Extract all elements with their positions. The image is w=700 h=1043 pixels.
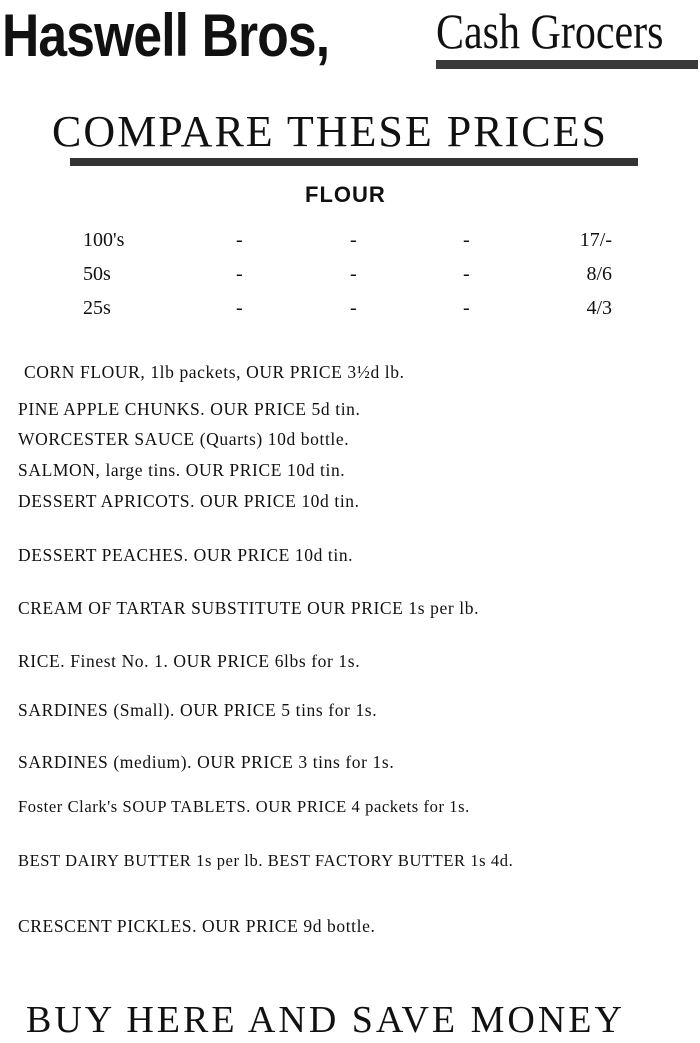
tagline: Cash Grocers	[436, 3, 664, 59]
flour-size: 100's	[83, 229, 125, 251]
brand-name: Haswell Bros,	[2, 2, 330, 69]
grocery-item-salmon: SALMON, large tins. OUR PRICE 10d tin.	[18, 460, 346, 480]
grocery-item-butter: BEST DAIRY BUTTER 1s per lb. BEST FACTORY BUTTER 1s 4d.	[18, 851, 514, 870]
leader-dash: -	[350, 297, 357, 319]
leader-dash: -	[350, 263, 357, 285]
tagline-underline	[436, 60, 698, 69]
headline: COMPARE THESE PRICES	[52, 107, 608, 156]
leader-dash: -	[463, 229, 470, 251]
flour-price: 8/6	[586, 263, 612, 285]
flour-price: 4/3	[586, 297, 612, 319]
grocery-item-rice: RICE. Finest No. 1. OUR PRICE 6lbs for 1s.	[18, 651, 361, 671]
flour-price-table	[0, 226, 700, 328]
flour-row	[0, 260, 700, 294]
footer-slogan: BUY HERE AND SAVE MONEY	[26, 999, 625, 1041]
leader-dash: -	[236, 229, 243, 251]
headline-underline	[70, 158, 638, 166]
flour-size: 50s	[83, 263, 111, 285]
flour-size: 25s	[83, 297, 111, 319]
grocery-item-pineapple-chunks: PINE APPLE CHUNKS. OUR PRICE 5d tin.	[18, 399, 361, 419]
grocery-item-dessert-peaches: DESSERT PEACHES. OUR PRICE 10d tin.	[18, 545, 354, 565]
grocery-item-crescent-pickles: CRESCENT PICKLES. OUR PRICE 9d bottle.	[18, 916, 376, 936]
flour-heading: FLOUR	[305, 182, 386, 207]
flour-price: 17/-	[579, 229, 612, 251]
leader-dash: -	[236, 297, 243, 319]
flour-row	[0, 294, 700, 328]
leader-dash: -	[236, 263, 243, 285]
grocery-item-soup-tablets: Foster Clark's SOUP TABLETS. OUR PRICE 4 packets for 1s.	[18, 797, 470, 816]
flour-row	[0, 226, 700, 260]
grocery-item-cream-of-tartar: CREAM OF TARTAR SUBSTITUTE OUR PRICE 1s per lb.	[18, 598, 480, 618]
leader-dash: -	[350, 229, 357, 251]
grocery-item-corn-flour: CORN FLOUR, 1lb packets, OUR PRICE 3½d lb.	[24, 362, 405, 382]
grocery-item-sardines-medium: SARDINES (medium). OUR PRICE 3 tins for 1s.	[18, 752, 395, 772]
grocery-item-dessert-apricots: DESSERT APRICOTS. OUR PRICE 10d tin.	[18, 491, 360, 511]
grocery-item-worcester-sauce: WORCESTER SAUCE (Quarts) 10d bottle.	[18, 429, 350, 449]
leader-dash: -	[463, 263, 470, 285]
leader-dash: -	[463, 297, 470, 319]
grocery-item-sardines-small: SARDINES (Small). OUR PRICE 5 tins for 1s.	[18, 700, 378, 720]
